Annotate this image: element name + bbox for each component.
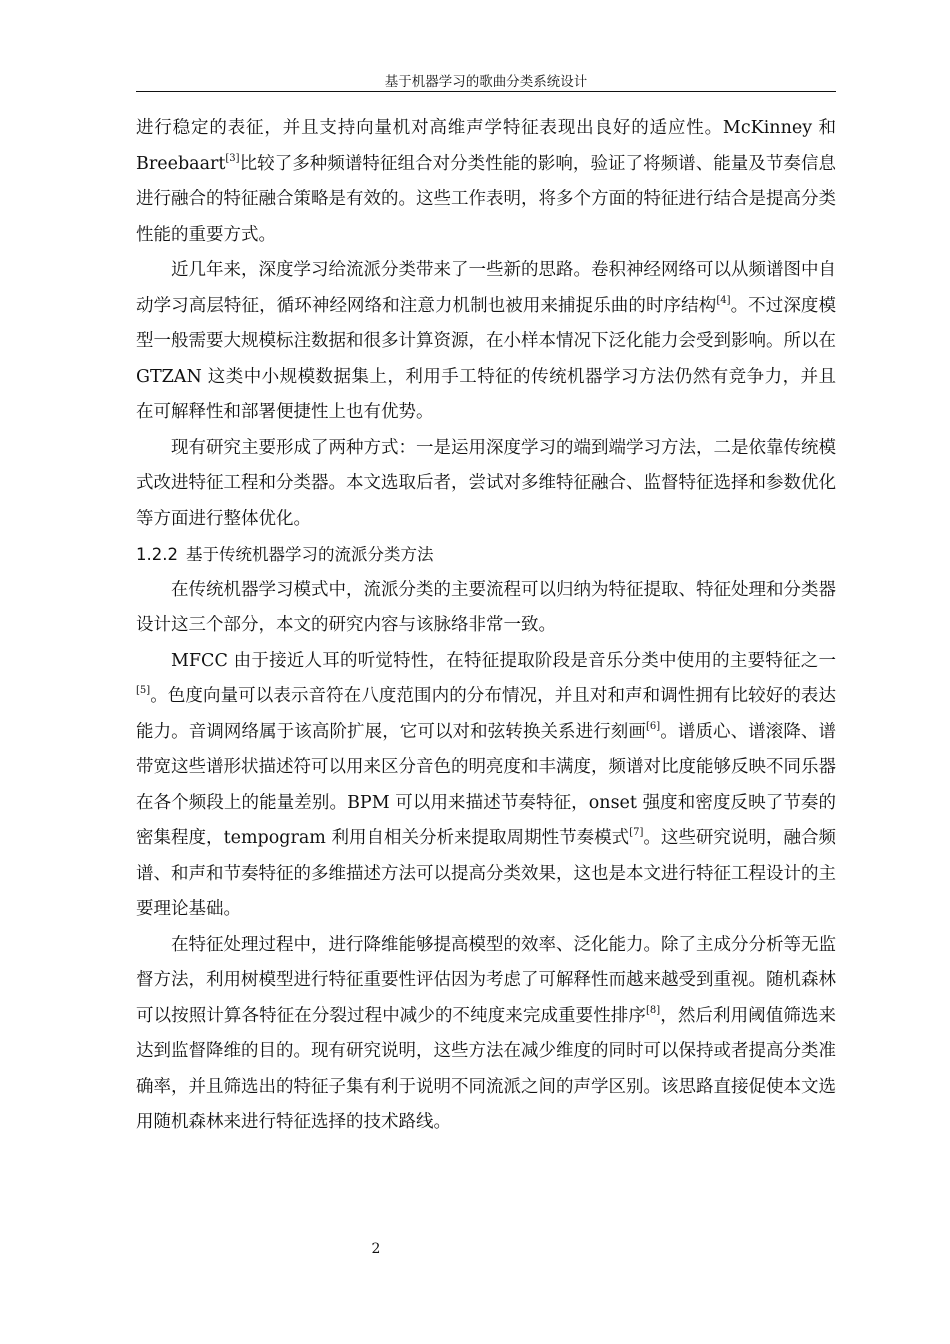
citation-6[interactable]: [6]: [645, 720, 661, 732]
subsection-title: 基于传统机器学习的流派分类方法: [185, 545, 434, 564]
paragraph-5-text-c: 。谱质心、谱滚降、谱带宽这些谱形状描述符可以用来区分音色的明亮度和丰满度，频谱对比度能够反映不同乐器在各个频段上的能量差别。BPM 可以用来描述节奏特征，onset 强度和密度反映了节奏的密集程度，tempogram 利用自相关分析来提取周期性节奏模式: [136, 721, 837, 848]
paragraph-6-text-b: ，然后利用阈值筛选来达到监督降维的目的。现有研究说明，这些方法在减少维度的同时可以保持或者提高分类准确率，并且筛选出的特征子集有利于说明不同流派之间的声学区别。该思路直接促使本文选用随机森林来进行特征选择的技术路线。: [136, 1005, 837, 1132]
body-text: [136, 111, 836, 1141]
running-header-title: 基于机器学习的歌曲分类系统设计: [384, 74, 588, 90]
page-number: 2: [371, 1241, 381, 1257]
paragraph-5: [136, 644, 836, 928]
paragraph-1: [136, 111, 836, 253]
paragraph-2-text-b: 。不过深度模型一般需要大规模标注数据和很多计算资源，在小样本情况下泛化能力会受到影响。所以在 GTZAN 这类中小规模数据集上，利用手工特征的传统机器学习方法仍然有竞争力，并且在可解释性和部署便捷性上也有优势。: [136, 295, 837, 422]
paragraph-6-text-a: 在特征处理过程中，进行降维能够提高模型的效率、泛化能力。除了主成分分析等无监督方法，利用树模型进行特征重要性评估因为考虑了可解释性而越来越受到重视。随机森林可以按照计算各特征在分裂过程中减少的不纯度来完成重要性排序: [136, 934, 836, 1026]
paragraph-5-text-a: MFCC 由于接近人耳的听觉特性，在特征提取阶段是音乐分类中使用的主要特征之一: [171, 650, 836, 671]
citation-5[interactable]: [5]: [136, 685, 151, 697]
citation-7[interactable]: [7]: [629, 827, 644, 839]
paragraph-1-text-a: 进行稳定的表征，并且支持向量机对高维声学特征表现出良好的适应性。McKinney 和 Breebaart: [136, 118, 836, 174]
citation-4[interactable]: [4]: [716, 294, 731, 306]
subsection-number: 1.2.2: [136, 545, 178, 564]
citation-3[interactable]: [3]: [225, 152, 240, 164]
subsection-heading: [136, 537, 836, 573]
paragraph-4: 在传统机器学习模式中，流派分类的主要流程可以归纳为特征提取、特征处理和分类器设计这三个部分，本文的研究内容与该脉络非常一致。: [136, 579, 836, 635]
paragraph-5-text-d: 。这些研究说明，融合频谱、和声和节奏特征的多维描述方法可以提高分类效果，这也是本文进行特征工程设计的主要理论基础。: [136, 828, 837, 919]
paragraph-5-text-b: 。色度向量可以表示音符在八度范围内的分布情况，并且对和声和调性拥有比较好的表达能力。音调网络属于该高阶扩展，它可以对和弦转换关系进行刻画: [136, 686, 836, 742]
paragraph-3: 现有研究主要形成了两种方式：一是运用深度学习的端到端学习方法，二是依靠传统模式改进特征工程和分类器。本文选取后者，尝试对多维特征融合、监督特征选择和参数优化等方面进行整体优化。: [136, 437, 836, 529]
paragraph-2-text-a: 近几年来，深度学习给流派分类带来了一些新的思路。卷积神经网络可以从频谱图中自动学习高层特征，循环神经网络和注意力机制也被用来捕捉乐曲的时序结构: [136, 260, 836, 316]
header-rule: [136, 91, 836, 92]
paragraph-1-text-b: 比较了多种频谱特征组合对分类性能的影响，验证了将频谱、能量及节奏信息进行融合的特征融合策略是有效的。这些工作表明，将多个方面的特征进行结合是提高分类性能的重要方式。: [136, 153, 836, 245]
paragraph-2: [136, 253, 836, 431]
citation-8[interactable]: [8]: [645, 1004, 661, 1016]
paragraph-6: [136, 928, 836, 1141]
